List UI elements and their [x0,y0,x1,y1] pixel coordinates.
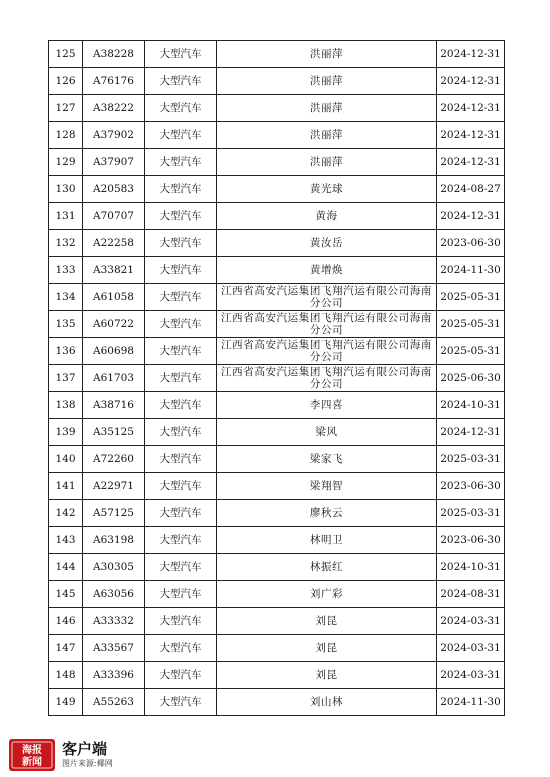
plate-number: A60722 [83,311,145,338]
expiry-date: 2024-12-31 [437,122,505,149]
row-number: 149 [49,689,83,716]
owner-name: 黄增焕 [217,257,437,284]
table-row [49,473,505,500]
table-row [49,662,505,689]
owner-name: 洪丽萍 [217,149,437,176]
row-number: 129 [49,149,83,176]
plate-number: A33332 [83,608,145,635]
plate-number: A76176 [83,68,145,95]
table-row [49,338,505,365]
owner-name: 李四喜 [217,392,437,419]
owner-name: 刘昆 [217,635,437,662]
row-number: 133 [49,257,83,284]
owner-name: 洪丽萍 [217,95,437,122]
row-number: 137 [49,365,83,392]
owner-name: 梁翔智 [217,473,437,500]
expiry-date: 2025-05-31 [437,338,505,365]
vehicle-type: 大型汽车 [145,527,217,554]
expiry-date: 2024-12-31 [437,95,505,122]
row-number: 132 [49,230,83,257]
expiry-date: 2024-08-27 [437,176,505,203]
row-number: 130 [49,176,83,203]
plate-number: A57125 [83,500,145,527]
plate-number: A61703 [83,365,145,392]
vehicle-type: 大型汽车 [145,257,217,284]
plate-number: A38222 [83,95,145,122]
vehicle-type: 大型汽车 [145,635,217,662]
row-number: 141 [49,473,83,500]
row-number: 145 [49,581,83,608]
table-row [49,257,505,284]
expiry-date: 2025-06-30 [437,365,505,392]
plate-number: A30305 [83,554,145,581]
vehicle-type: 大型汽车 [145,581,217,608]
owner-name: 洪丽萍 [217,68,437,95]
plate-number: A63198 [83,527,145,554]
table-row [49,392,505,419]
expiry-date: 2024-11-30 [437,689,505,716]
owner-name: 林明卫 [217,527,437,554]
owner-name: 黄汝岳 [217,230,437,257]
plate-number: A37907 [83,149,145,176]
owner-name: 刘昆 [217,608,437,635]
logo-seal-icon [8,738,56,772]
brand-name: 客户端 [62,740,108,758]
expiry-date: 2025-05-31 [437,284,505,311]
owner-name: 林振红 [217,554,437,581]
table-row [49,149,505,176]
plate-number: A22258 [83,230,145,257]
table-row [49,41,505,68]
owner-name: 梁家飞 [217,446,437,473]
plate-number: A72260 [83,446,145,473]
expiry-date: 2024-12-31 [437,419,505,446]
expiry-date: 2025-03-31 [437,500,505,527]
plate-number: A37902 [83,122,145,149]
row-number: 143 [49,527,83,554]
table-row [49,446,505,473]
owner-name: 江西省高安汽运集团飞翔汽运有限公司海南分公司 [217,311,437,338]
vehicle-type: 大型汽车 [145,662,217,689]
plate-number: A60698 [83,338,145,365]
owner-name: 江西省高安汽运集团飞翔汽运有限公司海南分公司 [217,365,437,392]
expiry-date: 2024-12-31 [437,149,505,176]
row-number: 147 [49,635,83,662]
vehicle-type: 大型汽车 [145,311,217,338]
image-source: 图片来源:椰网 [62,759,113,768]
expiry-date: 2024-11-30 [437,257,505,284]
expiry-date: 2023-06-30 [437,527,505,554]
row-number: 148 [49,662,83,689]
vehicle-type: 大型汽车 [145,500,217,527]
plate-number: A55263 [83,689,145,716]
vehicle-type: 大型汽车 [145,554,217,581]
vehicle-table-page [48,40,504,716]
plate-number: A63056 [83,581,145,608]
footer-brand [8,737,113,773]
owner-name: 廖秋云 [217,500,437,527]
table-row [49,122,505,149]
expiry-date: 2024-08-31 [437,581,505,608]
row-number: 135 [49,311,83,338]
svg-text:新闻: 新闻 [22,757,42,768]
plate-number: A38716 [83,392,145,419]
row-number: 126 [49,68,83,95]
expiry-date: 2024-10-31 [437,554,505,581]
table-row [49,527,505,554]
table-row [49,554,505,581]
vehicle-type: 大型汽车 [145,689,217,716]
expiry-date: 2024-03-31 [437,662,505,689]
svg-text:海报: 海报 [22,745,42,756]
vehicle-type: 大型汽车 [145,230,217,257]
vehicle-type: 大型汽车 [145,392,217,419]
expiry-date: 2024-03-31 [437,608,505,635]
row-number: 125 [49,41,83,68]
vehicle-type: 大型汽车 [145,95,217,122]
owner-name: 梁风 [217,419,437,446]
row-number: 142 [49,500,83,527]
table-row [49,581,505,608]
expiry-date: 2024-12-31 [437,203,505,230]
table-row [49,311,505,338]
owner-name: 黄海 [217,203,437,230]
owner-name: 江西省高安汽运集团飞翔汽运有限公司海南分公司 [217,338,437,365]
table-row [49,419,505,446]
owner-name: 洪丽萍 [217,122,437,149]
owner-name: 江西省高安汽运集团飞翔汽运有限公司海南分公司 [217,284,437,311]
row-number: 136 [49,338,83,365]
vehicle-type: 大型汽车 [145,176,217,203]
plate-number: A20583 [83,176,145,203]
row-number: 131 [49,203,83,230]
vehicle-type: 大型汽车 [145,473,217,500]
table-row [49,203,505,230]
row-number: 134 [49,284,83,311]
row-number: 139 [49,419,83,446]
table-row [49,635,505,662]
plate-number: A70707 [83,203,145,230]
expiry-date: 2025-03-31 [437,446,505,473]
row-number: 138 [49,392,83,419]
vehicle-type: 大型汽车 [145,365,217,392]
table-row [49,500,505,527]
row-number: 144 [49,554,83,581]
table-row [49,68,505,95]
expiry-date: 2024-12-31 [437,68,505,95]
table-row [49,365,505,392]
vehicle-type: 大型汽车 [145,41,217,68]
vehicle-table [48,40,505,716]
row-number: 127 [49,95,83,122]
vehicle-type: 大型汽车 [145,419,217,446]
owner-name: 黄光球 [217,176,437,203]
vehicle-type: 大型汽车 [145,203,217,230]
owner-name: 刘山林 [217,689,437,716]
owner-name: 刘广彩 [217,581,437,608]
plate-number: A22971 [83,473,145,500]
vehicle-type: 大型汽车 [145,338,217,365]
plate-number: A33567 [83,635,145,662]
plate-number: A33821 [83,257,145,284]
expiry-date: 2023-06-30 [437,230,505,257]
vehicle-type: 大型汽车 [145,446,217,473]
row-number: 146 [49,608,83,635]
table-row [49,230,505,257]
row-number: 128 [49,122,83,149]
table-row [49,284,505,311]
hainan-daily-logo [8,738,56,772]
vehicle-type: 大型汽车 [145,608,217,635]
table-row [49,608,505,635]
owner-name: 刘昆 [217,662,437,689]
plate-number: A33396 [83,662,145,689]
expiry-date: 2024-12-31 [437,41,505,68]
expiry-date: 2025-05-31 [437,311,505,338]
vehicle-type: 大型汽车 [145,149,217,176]
plate-number: A61058 [83,284,145,311]
plate-number: A38228 [83,41,145,68]
table-row [49,95,505,122]
plate-number: A35125 [83,419,145,446]
vehicle-type: 大型汽车 [145,284,217,311]
table-row [49,689,505,716]
table-row [49,176,505,203]
vehicle-type: 大型汽车 [145,68,217,95]
vehicle-table-body [49,41,505,716]
expiry-date: 2024-10-31 [437,392,505,419]
owner-name: 洪丽萍 [217,41,437,68]
vehicle-type: 大型汽车 [145,122,217,149]
expiry-date: 2023-06-30 [437,473,505,500]
row-number: 140 [49,446,83,473]
expiry-date: 2024-03-31 [437,635,505,662]
